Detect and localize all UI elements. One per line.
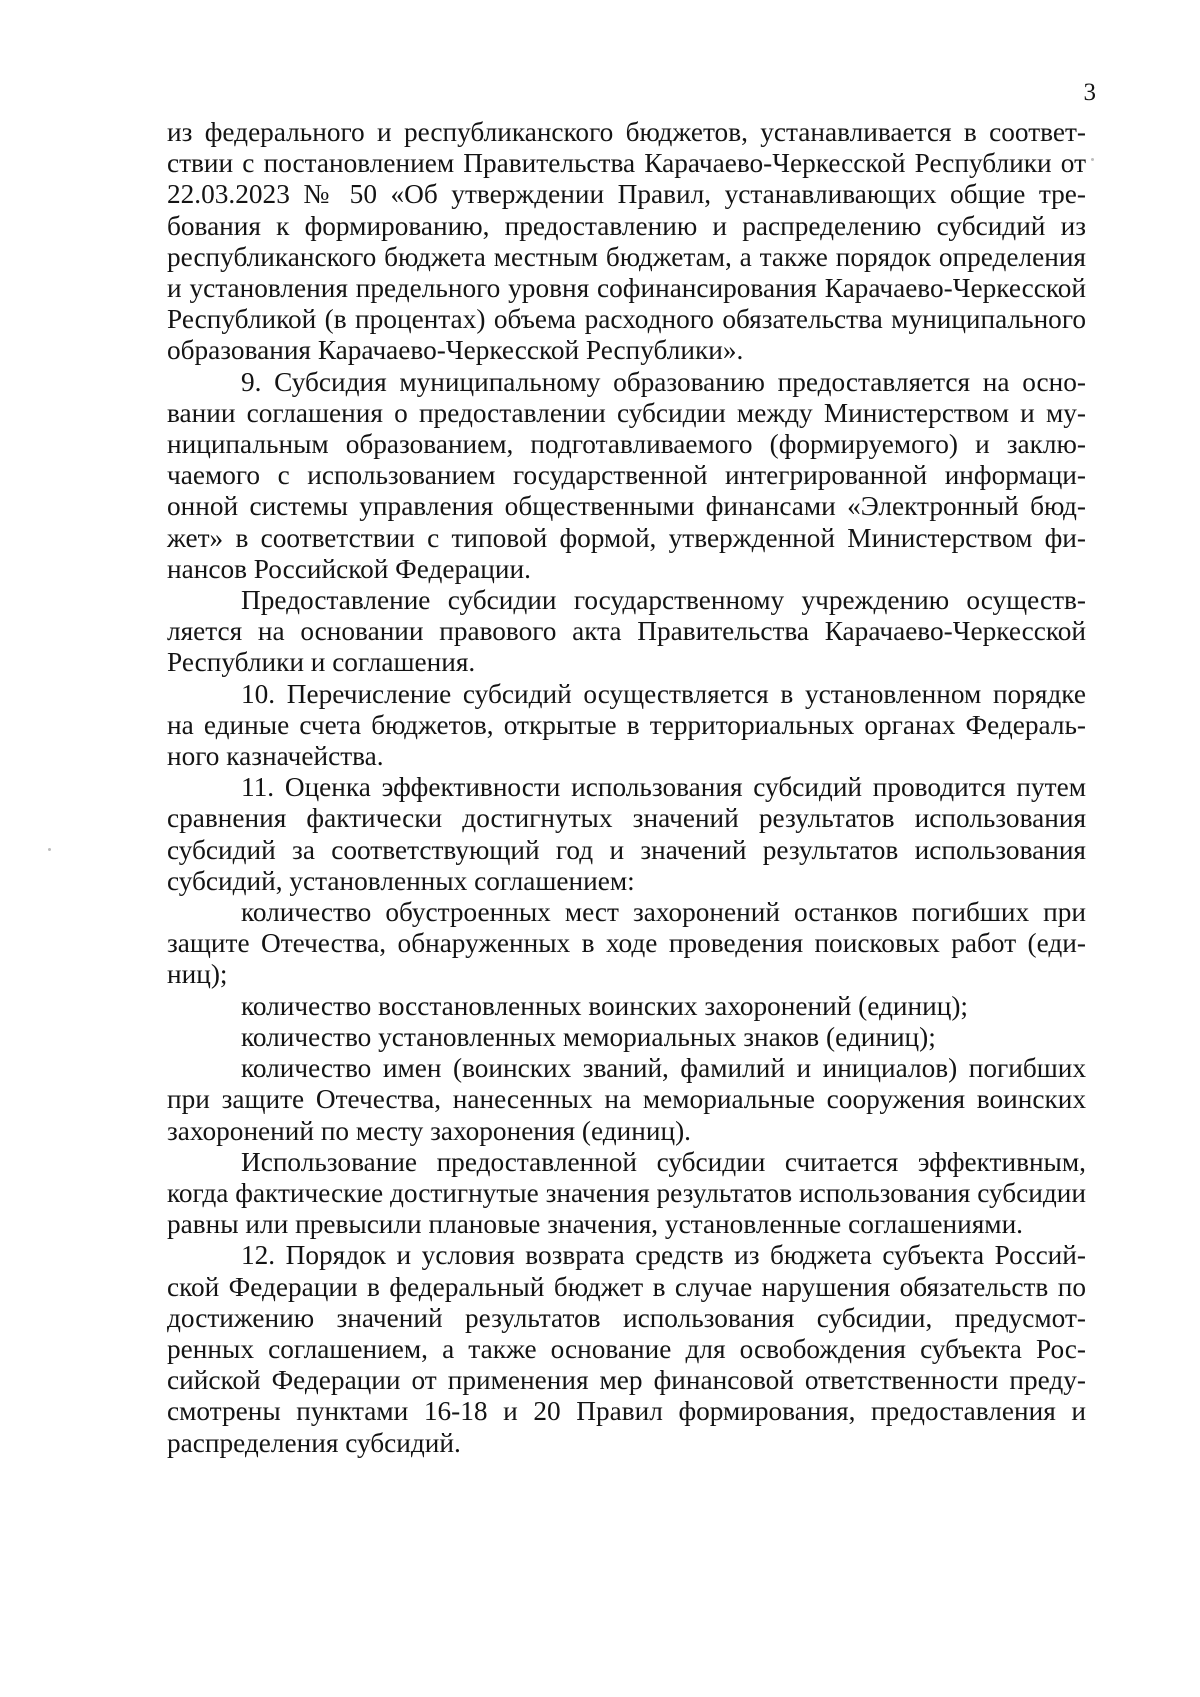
paragraph-item-9: 9. Субсидия муниципальному образованию предоставляется на основании соглашения о предоставлении субсидии между Министерством и муниципальным образованием, подготавливаемого (формируемого) и заключаемого с использованием государственной интегрированной информационной системы управления общественными финансами «Электронный бюджет» в соответствии с типовой формой, утвержденной Министерством финансов Российской Федерации. bbox=[167, 366, 1086, 584]
scan-artifact-dot bbox=[1091, 158, 1094, 161]
paragraph-item-10: 10. Перечисление субсидий осуществляется в установленном порядке на единые счета бюджетов, открытые в территориальных органах Федерального казначейства. bbox=[167, 678, 1086, 772]
scan-artifact-dot bbox=[48, 848, 51, 851]
paragraph-state-institution: Предоставление субсидии государственному учреждению осуществляется на основании правового акта Правительства Карачаево-Черкесской Республики и соглашения. bbox=[167, 585, 1086, 678]
indicator-memorial-signs: количество установленных мемориальных знаков (единиц); bbox=[241, 1021, 936, 1052]
indicator-names-applied: количество имен (воинских званий, фамилий и инициалов) погибших при защите Отечества, нанесенных на мемориальные сооружения воинских захоронений по месту захоронения (единиц). bbox=[167, 1053, 1086, 1146]
paragraph-effectiveness: Использование предоставленной субсидии считается эффективным, когда фактические достигнутые значения результатов использования субсидии равны или превысили плановые значения, установленные соглашениями. bbox=[167, 1146, 1086, 1240]
page-number: 3 bbox=[1083, 79, 1096, 106]
paragraph-continuation: из федерального и республиканского бюджетов, устанавливается в соответствии с постановлением Правительства Карачаево-Черкесской Республики от 22.03.2023 № 50 «Об утверждении Правил, устанавливающих общие требования к формированию, предоставлению и распределению субсидий из республиканского бюджета местным бюджетам, а также порядок определения и установления предельного уровня софинансирования Карачаево-Черкесской Республикой (в процентах) объема расходного обязательства муниципального образования Карачаево-Черкесской Республики». bbox=[167, 117, 1086, 366]
indicator-burial-sites: количество обустроенных мест захоронений останков погибших при защите Отечества, обнаруженных в ходе проведения поисковых работ (единиц); bbox=[167, 897, 1086, 990]
indicator-restored-burials: количество восстановленных воинских захоронений (единиц); bbox=[241, 990, 969, 1021]
paragraph-item-11: 11. Оценка эффективности использования субсидий проводится путем сравнения фактически достигнутых значений результатов использования субсидий за соответствующий год и значений результатов использования субсидий, установленных соглашением: bbox=[167, 772, 1086, 896]
paragraph-item-12: 12. Порядок и условия возврата средств из бюджета субъекта Российской Федерации в федеральный бюджет в случае нарушения обязательств по достижению значений результатов использования субсидии, предусмотренных соглашением, а также основание для освобождения субъекта Российской Федерации от применения мер финансовой ответственности предусмотрены пунктами 16-18 и 20 Правил формирования, предоставления и распределения субсидий. bbox=[167, 1240, 1086, 1458]
document-body bbox=[167, 117, 1086, 1459]
